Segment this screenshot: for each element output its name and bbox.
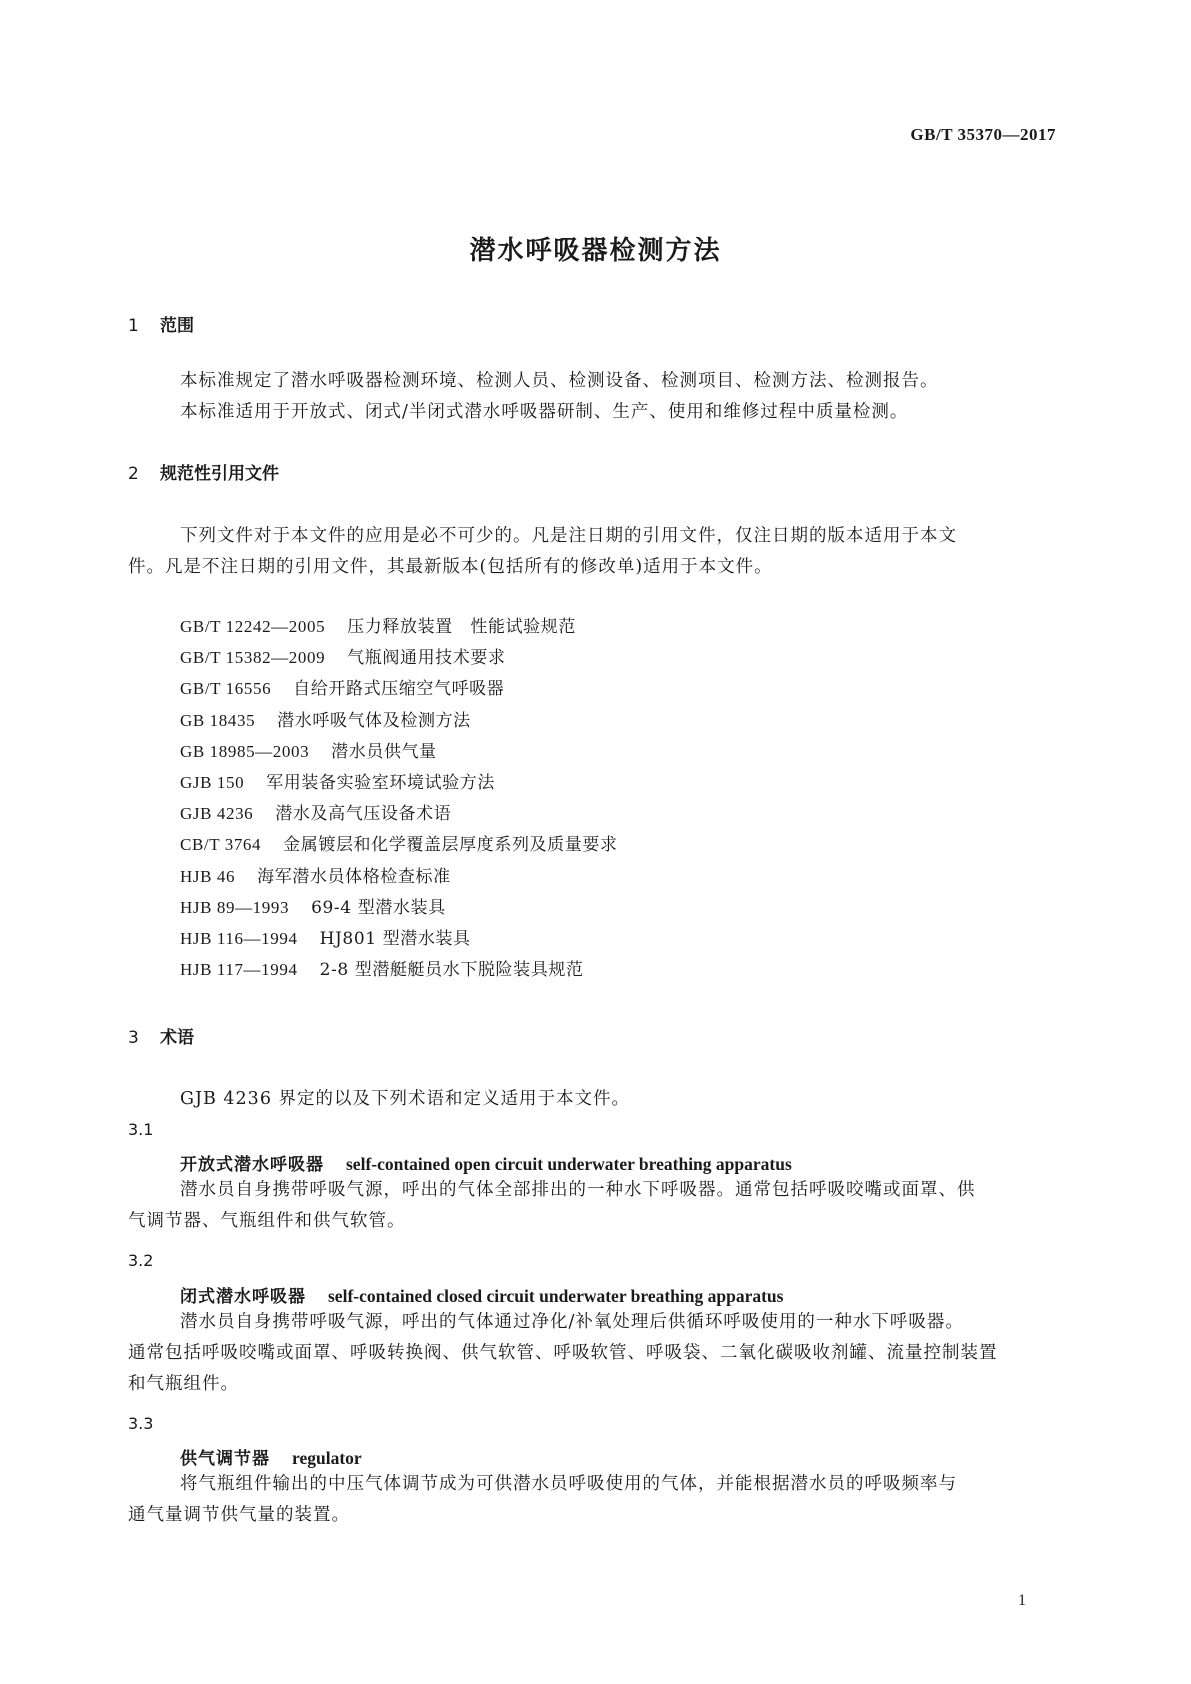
- references-intro-line-2: 件。凡是不注日期的引用文件，其最新版本(包括所有的修改单)适用于本文件。: [128, 557, 773, 577]
- reference-item: [180, 611, 618, 642]
- section-2-heading: [128, 459, 279, 484]
- reference-code: GJB 150: [180, 772, 245, 792]
- normative-references-list: [180, 611, 618, 985]
- term-heading: [180, 1150, 792, 1175]
- reference-title: 压力释放装置 性能试验规范: [347, 617, 576, 637]
- term-number: 3.3: [128, 1414, 154, 1433]
- reference-title: 自给开路式压缩空气呼吸器: [293, 679, 505, 700]
- reference-title: 潜水呼吸气体及检测方法: [277, 710, 471, 731]
- term-name-en: self-contained open circuit underwater breathing apparatus: [346, 1154, 792, 1174]
- section-number: 1: [128, 316, 139, 336]
- reference-title: 潜水员供气量: [331, 741, 437, 762]
- reference-code: CB/T 3764: [180, 835, 262, 855]
- term-definition-line: 和气瓶组件。: [128, 1374, 239, 1394]
- term-definition-line: 气调节器、气瓶组件和供气软管。: [128, 1211, 406, 1231]
- reference-code: GB/T 16556: [180, 679, 272, 699]
- term-name-zh: 闭式潜水呼吸器: [180, 1287, 306, 1307]
- reference-title: HJ801 型潜水装具: [319, 928, 471, 949]
- reference-code: HJB 89—1993: [180, 897, 290, 917]
- reference-item: [180, 892, 618, 923]
- reference-item: [180, 767, 618, 798]
- term-name-zh: 供气调节器: [180, 1449, 270, 1469]
- term-name-en: self-contained closed circuit underwater breathing apparatus: [328, 1286, 784, 1306]
- section-3-heading: [128, 1023, 194, 1048]
- page-number: 1: [1018, 1592, 1026, 1609]
- reference-code: HJB 46: [180, 866, 236, 886]
- reference-title: 2-8 型潜艇艇员水下脱险装具规范: [319, 960, 584, 981]
- term-definition-line: 潜水员自身携带呼吸气源，呼出的气体全部排出的一种水下呼吸器。通常包括呼吸咬嘴或面罩、供: [180, 1180, 976, 1200]
- reference-item: [180, 923, 618, 954]
- reference-item: [180, 861, 618, 892]
- section-1-heading: [128, 311, 194, 336]
- reference-item: [180, 798, 618, 829]
- reference-item: [180, 736, 618, 767]
- term-name-en: regulator: [292, 1448, 362, 1468]
- reference-code: GB 18985—2003: [180, 741, 310, 761]
- reference-item: [180, 705, 618, 736]
- reference-code: GB 18435: [180, 710, 256, 730]
- reference-code: HJB 116—1994: [180, 928, 298, 948]
- scope-paragraph-2: 本标准适用于开放式、闭式/半闭式潜水呼吸器研制、生产、使用和维修过程中质量检测。: [180, 402, 909, 422]
- section-title: 规范性引用文件: [160, 464, 279, 484]
- term-definition-line: 通气量调节供气量的装置。: [128, 1505, 350, 1525]
- term-heading: [180, 1444, 362, 1469]
- section-number: 3: [128, 1028, 139, 1048]
- term-number: 3.2: [128, 1251, 154, 1270]
- term-definition-line: 潜水员自身携带呼吸气源，呼出的气体通过净化/补氧处理后供循环呼吸使用的一种水下呼吸器。: [180, 1312, 964, 1332]
- references-intro-line-1: 下列文件对于本文件的应用是必不可少的。凡是注日期的引用文件，仅注日期的版本适用于本文: [180, 526, 957, 546]
- term-heading: [180, 1282, 783, 1307]
- section-number: 2: [128, 464, 139, 484]
- reference-title: 金属镀层和化学覆盖层厚度系列及质量要求: [283, 835, 618, 856]
- terms-intro: GJB 4236 界定的以及下列术语和定义适用于本文件。: [180, 1089, 631, 1109]
- reference-title: 69-4 型潜水装具: [311, 897, 446, 918]
- reference-item: [180, 642, 618, 673]
- reference-code: HJB 117—1994: [180, 960, 298, 980]
- term-definition-line: 将气瓶组件输出的中压气体调节成为可供潜水员呼吸使用的气体，并能根据潜水员的呼吸频率与: [180, 1474, 957, 1494]
- reference-item: [180, 829, 618, 860]
- standard-code: GB/T 35370—2017: [910, 125, 1056, 144]
- section-title: 术语: [160, 1028, 194, 1048]
- term-number: 3.1: [128, 1120, 154, 1139]
- reference-code: GJB 4236: [180, 804, 254, 824]
- reference-code: GB/T 15382—2009: [180, 648, 326, 668]
- term-definition-line: 通常包括呼吸咬嘴或面罩、呼吸转换阀、供气软管、呼吸软管、呼吸袋、二氧化碳吸收剂罐、流量控制装置: [128, 1343, 998, 1363]
- reference-title: 潜水及高气压设备术语: [275, 804, 452, 825]
- reference-item: [180, 673, 618, 704]
- term-name-zh: 开放式潜水呼吸器: [180, 1155, 324, 1175]
- document-title: 潜水呼吸器检测方法: [469, 236, 722, 266]
- section-title: 范围: [160, 316, 194, 336]
- reference-title: 气瓶阀通用技术要求: [347, 648, 506, 669]
- reference-item: [180, 954, 618, 985]
- scope-paragraph-1: 本标准规定了潜水呼吸器检测环境、检测人员、检测设备、检测项目、检测方法、检测报告。: [180, 371, 939, 391]
- reference-code: GB/T 12242—2005: [180, 617, 326, 636]
- reference-title: 海军潜水员体格检查标准: [257, 866, 451, 887]
- reference-title: 军用装备实验室环境试验方法: [266, 772, 495, 793]
